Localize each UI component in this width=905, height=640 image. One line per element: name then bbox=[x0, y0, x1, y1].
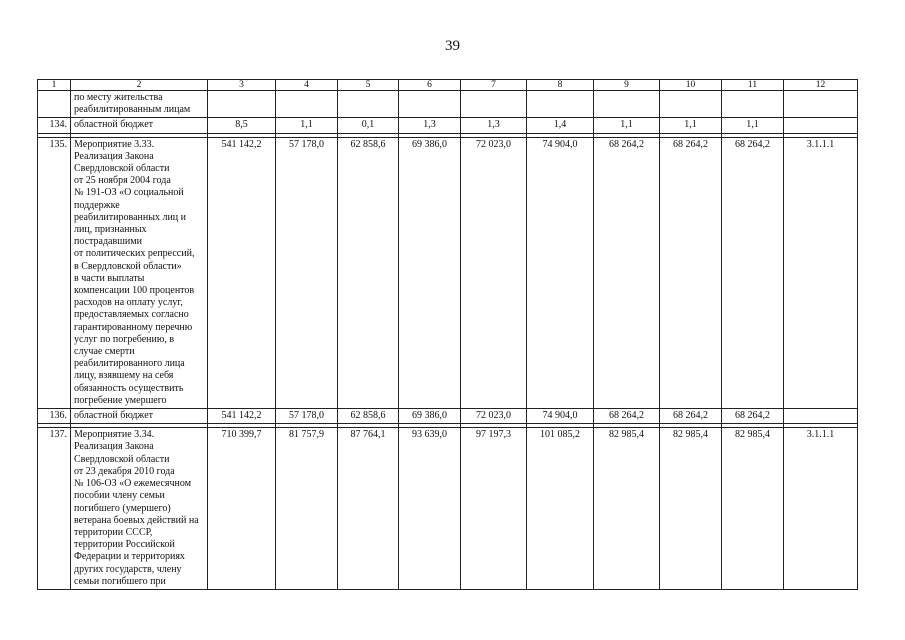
description-line: Федерации и территориях bbox=[74, 551, 185, 563]
value-cell: 81 757,9 bbox=[276, 428, 338, 590]
value-cell: 57 178,0 bbox=[276, 409, 338, 424]
row-description bbox=[71, 428, 208, 590]
value-cell: 72 023,0 bbox=[461, 409, 527, 424]
table-row bbox=[38, 137, 858, 408]
target-code bbox=[784, 118, 858, 133]
column-header: 2 bbox=[71, 80, 208, 91]
value-cell: 57 178,0 bbox=[276, 137, 338, 408]
value-cell: 74 904,0 bbox=[527, 137, 594, 408]
description-line: погребение умершего bbox=[74, 394, 167, 406]
row-number: 135. bbox=[38, 137, 71, 408]
target-code bbox=[784, 409, 858, 424]
description-line: Мероприятие 3.34. bbox=[74, 429, 155, 441]
table-row bbox=[38, 91, 858, 118]
row-number: 137. bbox=[38, 428, 71, 590]
description-line: лицу, взявшему на себя bbox=[74, 370, 174, 382]
target-code: 3.1.1.1 bbox=[784, 428, 858, 590]
value-cell bbox=[594, 91, 660, 118]
value-cell: 69 386,0 bbox=[399, 137, 461, 408]
description-line: № 191-ОЗ «О социальной bbox=[74, 187, 184, 199]
value-cell: 68 264,2 bbox=[722, 137, 784, 408]
description-line: расходов на оплату услуг, bbox=[74, 297, 183, 309]
row-number bbox=[38, 91, 71, 118]
column-header: 11 bbox=[722, 80, 784, 91]
description-line: областной бюджет bbox=[74, 410, 154, 422]
table-header-row bbox=[38, 80, 858, 91]
column-header: 12 bbox=[784, 80, 858, 91]
column-header: 5 bbox=[338, 80, 399, 91]
description-line: территории СССР, bbox=[74, 526, 153, 538]
value-cell: 541 142,2 bbox=[208, 137, 276, 408]
description-line: поддержке bbox=[74, 199, 120, 211]
column-header: 7 bbox=[461, 80, 527, 91]
value-cell: 8,5 bbox=[208, 118, 276, 133]
value-cell bbox=[276, 91, 338, 118]
column-header: 1 bbox=[38, 80, 71, 91]
column-header: 6 bbox=[399, 80, 461, 91]
row-description bbox=[71, 409, 208, 424]
description-line: гарантированному перечню bbox=[74, 321, 193, 333]
value-cell: 1,1 bbox=[722, 118, 784, 133]
row-description bbox=[71, 118, 208, 133]
value-cell bbox=[660, 91, 722, 118]
value-cell: 74 904,0 bbox=[527, 409, 594, 424]
description-line: предоставляемых согласно bbox=[74, 309, 189, 321]
description-line: Свердловской области bbox=[74, 453, 170, 465]
value-cell: 97 197,3 bbox=[461, 428, 527, 590]
description-line: лиц, признанных bbox=[74, 224, 147, 236]
column-header: 9 bbox=[594, 80, 660, 91]
table-row bbox=[38, 118, 858, 133]
target-code: 3.1.1.1 bbox=[784, 137, 858, 408]
column-header: 8 bbox=[527, 80, 594, 91]
row-description bbox=[71, 137, 208, 408]
value-cell: 68 264,2 bbox=[660, 137, 722, 408]
value-cell: 82 985,4 bbox=[722, 428, 784, 590]
description-line: случае смерти bbox=[74, 346, 135, 358]
description-line: услуг по погребению, в bbox=[74, 333, 175, 345]
description-line: № 106-ОЗ «О ежемесячном bbox=[74, 478, 192, 490]
table-row bbox=[38, 409, 858, 424]
column-header: 10 bbox=[660, 80, 722, 91]
value-cell: 62 858,6 bbox=[338, 137, 399, 408]
budget-table bbox=[37, 79, 858, 590]
description-line: погибшего (умершего) bbox=[74, 502, 171, 514]
value-cell: 541 142,2 bbox=[208, 409, 276, 424]
row-number: 134. bbox=[38, 118, 71, 133]
value-cell bbox=[399, 91, 461, 118]
description-line: пострадавшими bbox=[74, 236, 142, 248]
value-cell: 1,1 bbox=[660, 118, 722, 133]
description-line: Мероприятие 3.33. bbox=[74, 138, 155, 150]
row-number: 136. bbox=[38, 409, 71, 424]
value-cell: 68 264,2 bbox=[722, 409, 784, 424]
description-line: от 23 декабря 2010 года bbox=[74, 465, 175, 477]
description-line: от 25 ноября 2004 года bbox=[74, 175, 171, 187]
value-cell: 1,4 bbox=[527, 118, 594, 133]
value-cell: 101 085,2 bbox=[527, 428, 594, 590]
target-code bbox=[784, 91, 858, 118]
row-description bbox=[71, 91, 208, 118]
value-cell: 68 264,2 bbox=[660, 409, 722, 424]
value-cell: 68 264,2 bbox=[594, 409, 660, 424]
value-cell bbox=[527, 91, 594, 118]
value-cell: 82 985,4 bbox=[660, 428, 722, 590]
description-line: пособии члену семьи bbox=[74, 490, 165, 502]
value-cell: 1,3 bbox=[399, 118, 461, 133]
description-line: областной бюджет bbox=[74, 119, 154, 131]
value-cell: 1,1 bbox=[594, 118, 660, 133]
value-cell: 72 023,0 bbox=[461, 137, 527, 408]
value-cell: 62 858,6 bbox=[338, 409, 399, 424]
value-cell: 0,1 bbox=[338, 118, 399, 133]
description-line: ветерана боевых действий на bbox=[74, 514, 199, 526]
description-line: от политических репрессий, bbox=[74, 248, 195, 260]
value-cell: 82 985,4 bbox=[594, 428, 660, 590]
description-line: реабилитированным лицам bbox=[74, 104, 191, 116]
description-line: реабилитированных лиц и bbox=[74, 211, 186, 223]
column-header: 4 bbox=[276, 80, 338, 91]
page-number: 39 bbox=[445, 38, 460, 54]
value-cell bbox=[338, 91, 399, 118]
description-line: территории Российской bbox=[74, 539, 175, 551]
description-line: других государств, члену bbox=[74, 563, 182, 575]
value-cell: 87 764,1 bbox=[338, 428, 399, 590]
description-line: в Свердловской области» bbox=[74, 260, 182, 272]
table-row bbox=[38, 428, 858, 590]
description-line: по месту жительства bbox=[74, 92, 163, 103]
description-line: реабилитированного лица bbox=[74, 358, 185, 370]
description-line: Реализация Закона bbox=[74, 150, 154, 162]
value-cell: 69 386,0 bbox=[399, 409, 461, 424]
value-cell: 68 264,2 bbox=[594, 137, 660, 408]
value-cell bbox=[461, 91, 527, 118]
value-cell bbox=[208, 91, 276, 118]
column-header: 3 bbox=[208, 80, 276, 91]
value-cell: 93 639,0 bbox=[399, 428, 461, 590]
value-cell: 1,1 bbox=[276, 118, 338, 133]
description-line: семьи погибшего при bbox=[74, 575, 166, 587]
value-cell: 1,3 bbox=[461, 118, 527, 133]
description-line: Свердловской области bbox=[74, 163, 170, 175]
description-line: компенсации 100 процентов bbox=[74, 285, 195, 297]
description-line: обязанность осуществить bbox=[74, 382, 184, 394]
value-cell: 710 399,7 bbox=[208, 428, 276, 590]
description-line: Реализация Закона bbox=[74, 441, 154, 453]
value-cell bbox=[722, 91, 784, 118]
description-line: в части выплаты bbox=[74, 272, 145, 284]
